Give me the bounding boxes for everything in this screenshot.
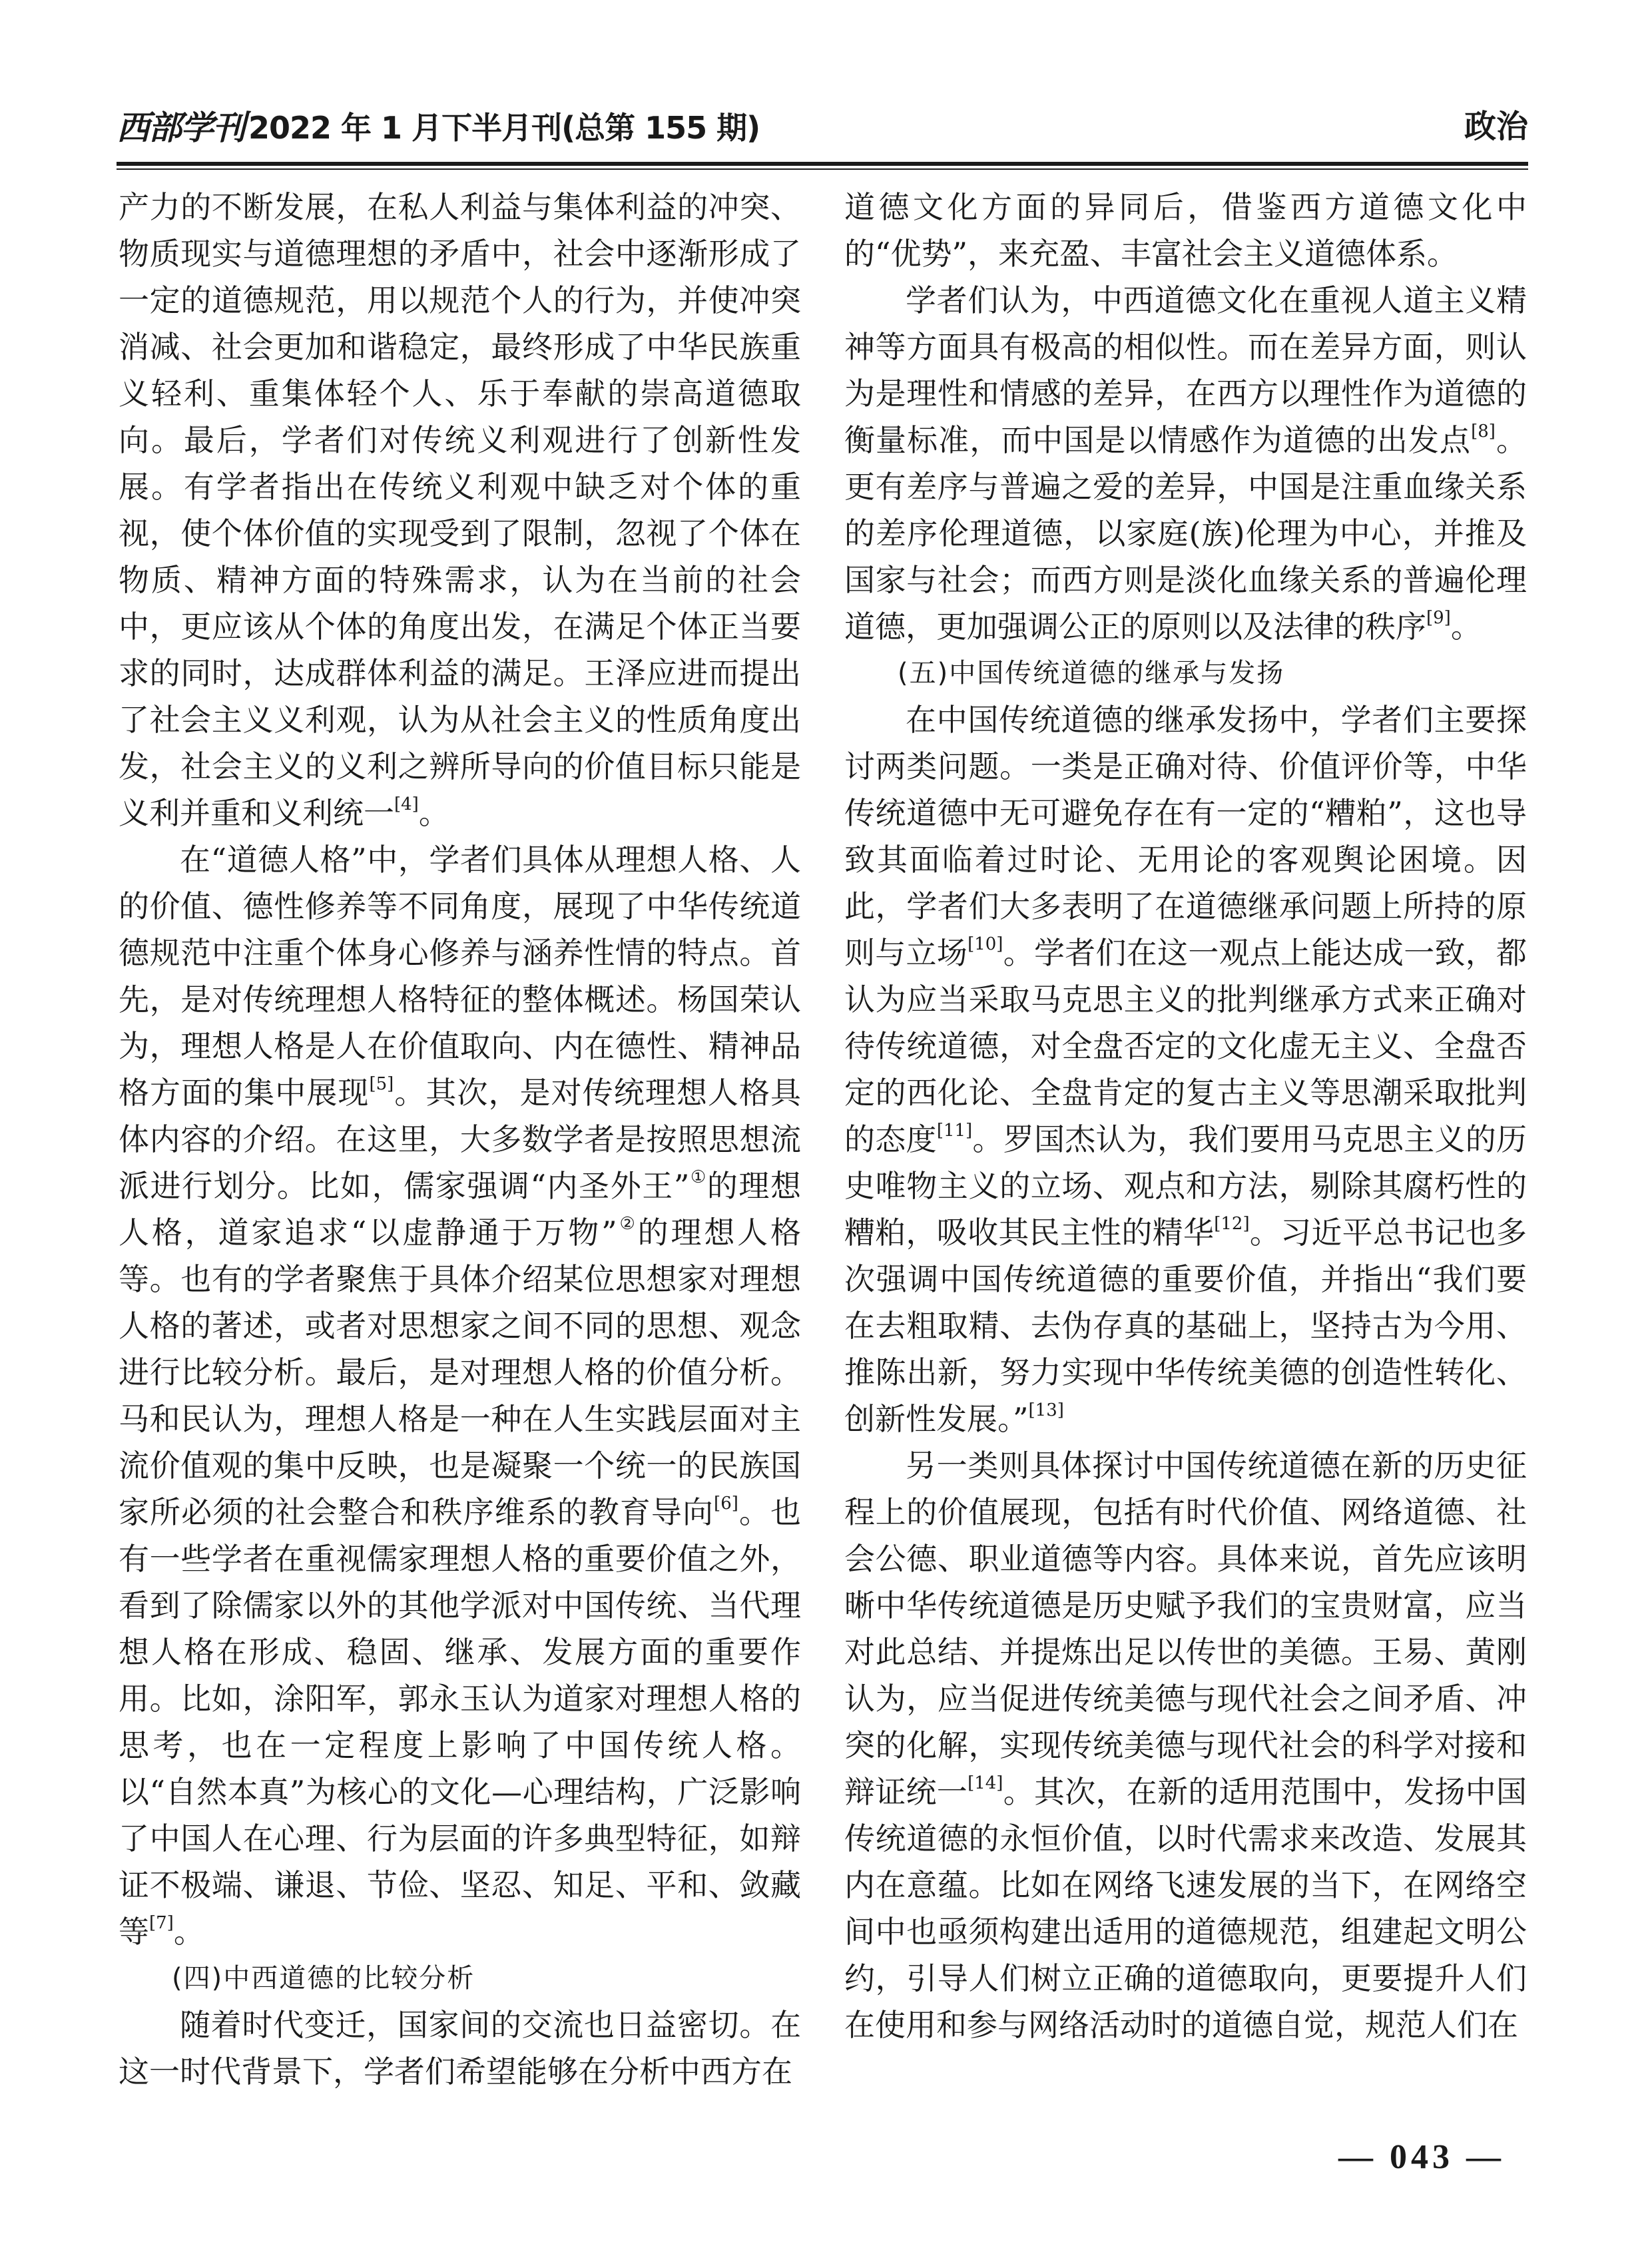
- page-number: — 043 —: [1338, 2138, 1505, 2176]
- header-rule-thin: [117, 168, 1528, 170]
- header-rule-thick: [117, 162, 1528, 166]
- citation: [6]: [714, 1494, 738, 1514]
- paragraph: 产力的不断发展，在私人利益与集体利益的冲突、物质现实与道德理想的矛盾中，社会中逐渐形成了一定的道德规范，用以规范个人的行为，并使冲突消减、社会更加和谐稳定，最终形成了中华民族重义轻利、重集体轻个人、乐于奉献的崇高道德取向。最后，学者们对传统义利观进行了创新性发展。有学者指出在传统义利观中缺乏对个体的重视，使个体价值的实现受到了限制，忽视了个体在物质、精神方面的特殊需求，认为在当前的社会中，更应该从个体的角度出发，在满足个体正当要求的同时，达成群体利益的满足。王泽应进而提出了社会主义义利观，认为从社会主义的性质角度出发，社会主义的义利之辨所导向的价值目标只能是义利并重和义利统一[4]。: [119, 189, 801, 831]
- citation: [9]: [1426, 608, 1451, 629]
- citation: [11]: [936, 1121, 973, 1141]
- citation: [7]: [149, 1913, 174, 1934]
- citation: [13]: [1028, 1400, 1064, 1421]
- paragraph: 在“道德人格”中，学者们具体从理想人格、人的价值、德性修养等不同角度，展现了中华传统道德规范中注重个体身心修养与涵养性情的特点。首先，是对传统理想人格特征的整体概述。杨国荣认为，理想人格是人在价值取向、内在德性、精神品格方面的集中展现[5]。其次，是对传统理想人格具体内容的介绍。在这里，大多数学者是按照思想流派进行划分。比如，儒家强调“内圣外王”①的理想人格，道家追求“以虚静通于万物”②的理想人格等。也有的学者聚焦于具体介绍某位思想家对理想人格的著述，或者对思想家之间不同的思想、观念进行比较分析。最后，是对理想人格的价值分析。马和民认为，理想人格是一种在人生实践层面对主流价值观的集中反映，也是凝聚一个统一的民族国家所必须的社会整合和秩序维系的教育导向[6]。也有一些学者在重视儒家理想人格的重要价值之外，看到了除儒家以外的其他学派对中国传统、当代理想人格在形成、稳固、继承、发展方面的重要作用。比如，涂阳军，郭永玉认为道家对理想人格的思考，也在一定程度上影响了中国传统人格。以“自然本真”为核心的文化—心理结构，广泛影响了中国人在心理、行为层面的许多典型特征，如辩证不极端、谦退、节俭、坚忍、知足、平和、敛藏等[7]。: [119, 842, 802, 1950]
- section-heading: (四)中西道德的比较分析: [172, 1963, 475, 1994]
- right-column: [844, 184, 1527, 2048]
- citation: [8]: [1471, 421, 1496, 442]
- running-header: [117, 105, 1528, 158]
- section-title: 政治: [1464, 108, 1528, 145]
- paragraph: 学者们认为，中西道德文化在重视人道主义精神等方面具有极高的相似性。而在差异方面，则认为是理性和情感的差异，在西方以理性作为道德的衡量标准，而中国是以情感作为道德的出发点[8]。更有差序与普遍之爱的差异，中国是注重血缘关系的差序伦理道德，以家庭(族)伦理为中心，并推及国家与社会；而西方则是淡化血缘关系的普遍伦理道德，更加强调公正的原则以及法律的秩序[9]。: [844, 282, 1527, 645]
- paragraph: 道德文化方面的异同后，借鉴西方道德文化中的“优势”，来充盈、丰富社会主义道德体系。: [844, 189, 1527, 272]
- paragraph: 在中国传统道德的继承发扬中，学者们主要探讨两类问题。一类是正确对待、价值评价等，中华传统道德中无可避免存在有一定的“糟粕”，这也导致其面临着过时论、无用论的客观舆论困境。因此，学者们大多表明了在道德继承问题上所持的原则与立场[10]。学者们在这一观点上能达成一致，都认为应当采取马克思主义的批判继承方式来正确对待传统道德，对全盘否定的文化虚无主义、全盘否定的西化论、全盘肯定的复古主义等思潮采取批判的态度[11]。罗国杰认为，我们要用马克思主义的历史唯物主义的立场、观点和方法，剔除其腐朽性的糟粕，吸收其民主性的精华[12]。习近平总书记也多次强调中国传统道德的重要价值，并指出“我们要在去粗取精、去伪存真的基础上，坚持古为今用、推陈出新，努力实现中华传统美德的创造性转化、创新性发展。”[13]: [844, 702, 1527, 1437]
- citation: [14]: [967, 1773, 1003, 1794]
- footnote-marker: ②: [617, 1214, 638, 1235]
- section-heading: (五)中国传统道德的继承与发扬: [898, 658, 1285, 689]
- citation: [4]: [394, 794, 419, 815]
- footnote-marker: ①: [689, 1167, 707, 1188]
- citation: [10]: [967, 934, 1003, 955]
- citation: [12]: [1214, 1214, 1250, 1235]
- paragraph: 另一类则具体探讨中国传统道德在新的历史征程上的价值展现，包括有时代价值、网络道德、社会公德、职业道德等内容。具体来说，首先应该明晰中华传统道德是历史赋予我们的宝贵财富，应当对此总结、并提炼出足以传世的美德。王易、黄刚认为，应当促进传统美德与现代社会之间矛盾、冲突的化解，实现传统美德与现代社会的科学对接和辩证统一[14]。其次，在新的适用范围中，发扬中国传统道德的永恒价值，以时代需求来改造、发展其内在意蕴。比如在网络飞速发展的当下，在网络空间中也亟须构建出适用的道德规范，组建起文明公约，引导人们树立正确的道德取向，更要提升人们在使用和参与网络活动时的道德自觉，规范人们在: [844, 1448, 1527, 2043]
- citation: [5]: [369, 1074, 394, 1095]
- issue-info: 2022 年 1 月下半月刊(总第 155 期): [248, 110, 760, 146]
- left-column: [119, 184, 801, 2095]
- paragraph: 随着时代变迁，国家间的交流也日益密切。在这一时代背景下，学者们希望能够在分析中西方在: [119, 2007, 801, 2090]
- journal-logo: 西部学刊: [117, 108, 244, 147]
